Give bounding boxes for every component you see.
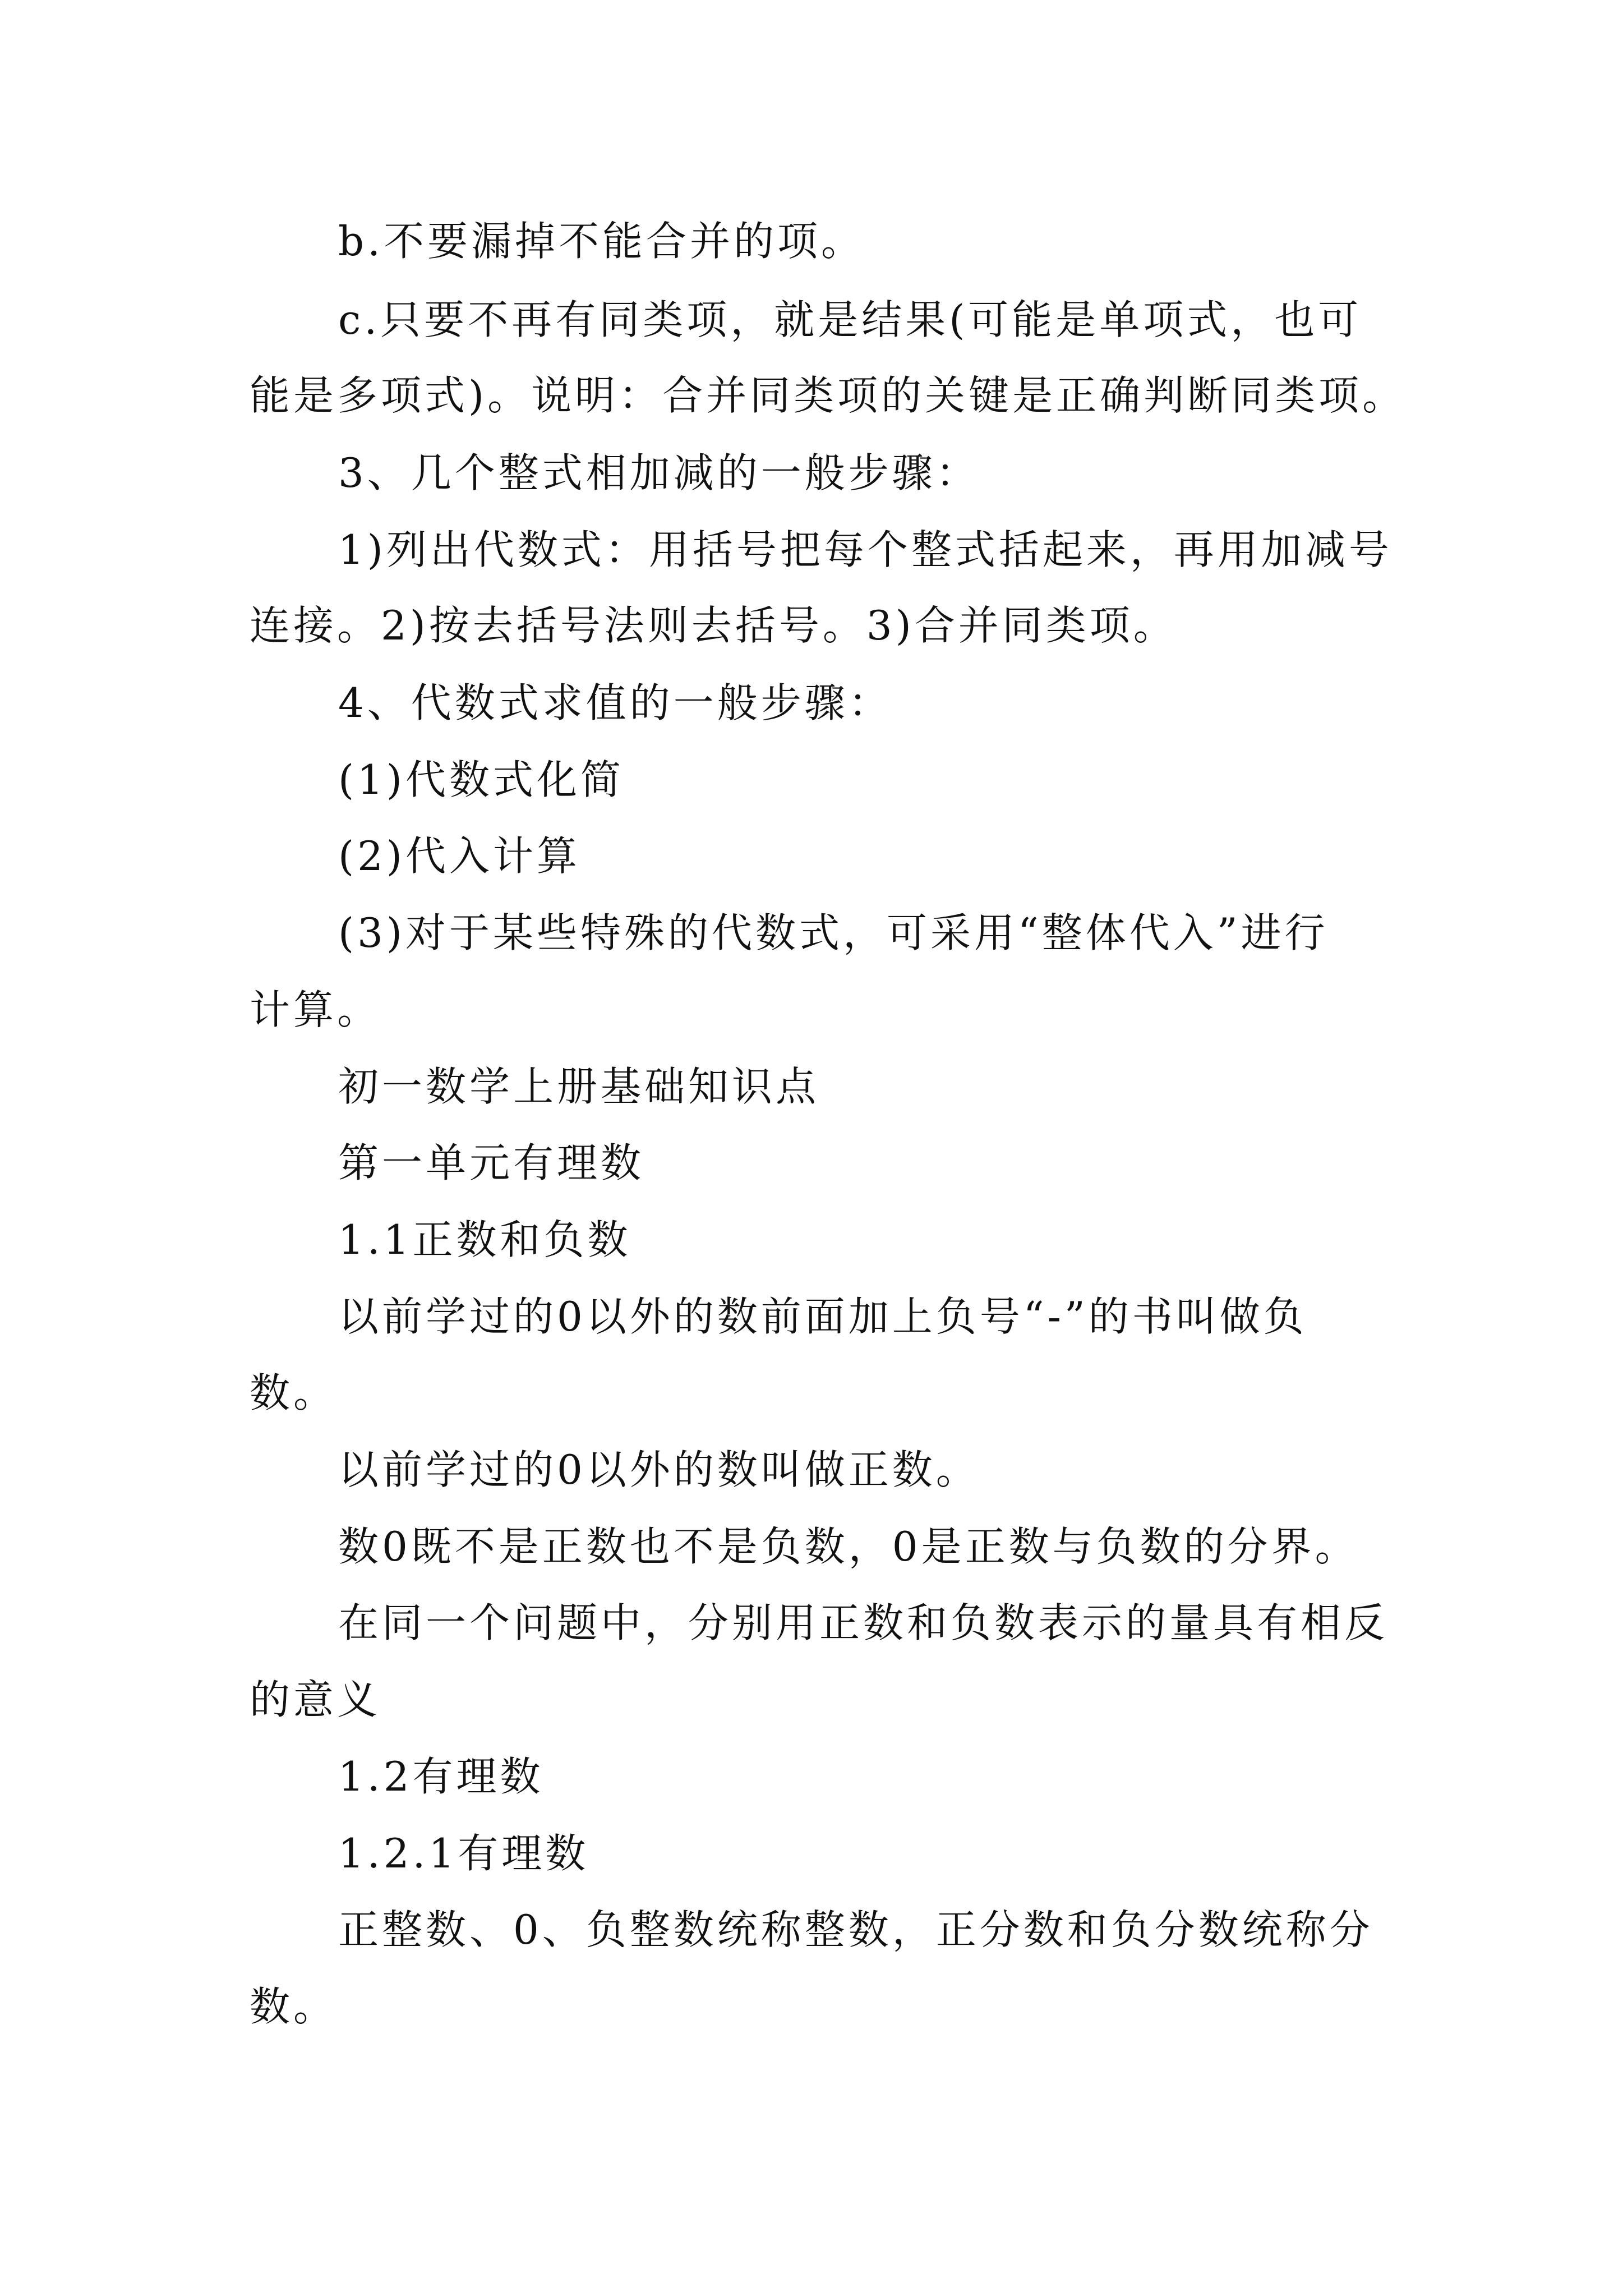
text-line: 的意义 [250,1676,381,1723]
text-line: 连接。2)按去括号法则去括号。3)合并同类项。 [250,602,1177,649]
text-line: b.不要漏掉不能合并的项。 [338,218,865,265]
text-line: 4、代数式求值的一般步骤： [338,679,892,726]
text-line: 数。 [250,1369,338,1416]
text-line: 数。 [250,1983,338,2030]
text-line: 1.1正数和负数 [338,1216,631,1263]
text-line: (1)代数式化简 [338,756,624,803]
text-line: 以前学过的0以外的数前面加上负号“-”的书叫做负 [338,1293,1307,1340]
text-line: 1.2有理数 [338,1753,544,1800]
text-line: c.只要不再有同类项，就是结果(可能是单项式，也可 [338,296,1362,343]
text-line: 3、几个整式相加减的一般步骤： [338,449,980,496]
text-line: (2)代入计算 [338,832,580,880]
text-line: 正整数、0、负整数统称整数，正分数和负分数统称分 [338,1906,1373,1953]
text-line: (3)对于某些特殊的代数式，可采用“整体代入”进行 [338,909,1329,956]
text-line: 计算。 [250,986,381,1033]
text-line: 在同一个问题中，分别用正数和负数表示的量具有相反 [338,1599,1389,1646]
text-line: 数0既不是正数也不是负数，0是正数与负数的分界。 [338,1523,1359,1570]
text-line: 1)列出代数式：用括号把每个整式括起来，再用加减号 [338,526,1393,573]
text-line: 初一数学上册基础知识点 [338,1063,820,1110]
text-line: 第一单元有理数 [338,1139,645,1186]
text-line: 以前学过的0以外的数叫做正数。 [338,1446,980,1493]
text-line: 1.2.1有理数 [338,1830,589,1877]
text-line: 能是多项式)。说明：合并同类项的关键是正确判断同类项。 [250,372,1407,419]
